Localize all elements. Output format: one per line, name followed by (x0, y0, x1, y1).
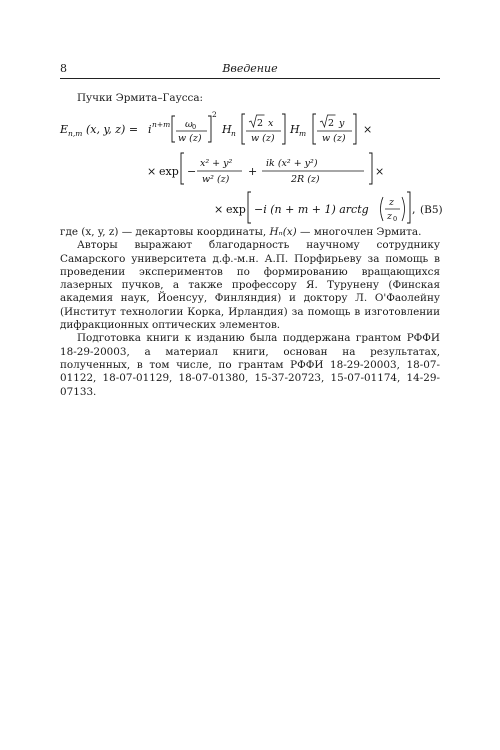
paragraph-definitions: где (x, y, z) — декартовы координаты, Hₙ(x) — многочлен Эрмита. (60, 226, 422, 238)
fraction2-denominator: 2R (z) (291, 174, 320, 185)
x-variable: x (268, 118, 274, 129)
times-1: × (363, 123, 373, 136)
lhs-args: (x, y, z) = (86, 123, 139, 136)
times-3: × (375, 165, 385, 178)
times-2: × (147, 165, 157, 178)
fraction2-numerator: ik (x² + y²) (266, 158, 318, 169)
hn-subscript: n (231, 129, 236, 138)
z-numerator: z (389, 197, 395, 208)
i-symbol: i (148, 123, 152, 136)
hermite-gauss-formula (52, 108, 452, 228)
exp-2: exp (226, 203, 246, 216)
paragraph-acknowledgments: Авторы выражают благодарность научному сотруднику Самарского университета д.ф.-м.н. А.П. Порфирьеву за помощь в проведении экспериментов по формированию вращающихся лазерных пучков, а также профессору Я. Турунену (Финская академия наук, Йоенсуу, Финляндия) и доктору Л. О'Фаолейну (Институт технологии Корка, Ирландия) за помощь в изготовлении дифракционных оптических элементов. (60, 239, 440, 332)
page-number: 8 (60, 62, 67, 75)
equation-label: (B5) (420, 204, 443, 216)
hm-symbol: H (290, 123, 300, 136)
square-exponent: 2 (212, 110, 217, 119)
wz-1: w (z) (178, 133, 202, 144)
times-4: × (214, 203, 224, 216)
fraction1-denominator: w² (z) (202, 174, 230, 185)
i-exponent: n+m (152, 120, 171, 129)
hn-symbol: H (222, 123, 232, 136)
wz-3: w (z) (322, 133, 346, 144)
section-title: Введение (222, 62, 278, 75)
wz-2: w (z) (251, 133, 275, 144)
lhs-subscript: n,m (68, 129, 83, 138)
omega0-subscript: 0 (192, 123, 197, 131)
minus-sign: − (187, 165, 197, 178)
y-variable: y (339, 118, 345, 129)
sqrt-radicand-2: 2 (328, 118, 335, 129)
fraction1-numerator: x² + y² (200, 158, 233, 169)
z0-denominator: z (387, 211, 393, 222)
plus-sign: + (248, 165, 258, 178)
hermite-polynomial: Hₙ(x) (269, 226, 297, 238)
formula-comma: , (412, 203, 416, 216)
z0-subscript: 0 (393, 215, 398, 223)
omega0: ω (185, 119, 193, 130)
formula-intro: Пучки Эрмита–Гаусса: (77, 92, 204, 104)
exp-1: exp (159, 165, 179, 178)
running-head (60, 60, 440, 79)
paragraph-funding: Подготовка книги к изданию была поддержана грантом РФФИ 18-29-20003, а материал книги, основан на результатах, полученных, в том числе, по грантам РФФИ 18-29-20003, 18-07-01122, 18-07-01129, 18-07-01380, 15-37-20723, 15-07-01174, 14-29-07133. (60, 332, 440, 398)
sqrt-radicand-1: 2 (257, 118, 264, 129)
hm-subscript: m (299, 129, 307, 138)
phase-term: −i (n + m + 1) arctg (254, 203, 369, 216)
lhs-symbol: E (60, 123, 69, 136)
body-text (60, 226, 440, 399)
